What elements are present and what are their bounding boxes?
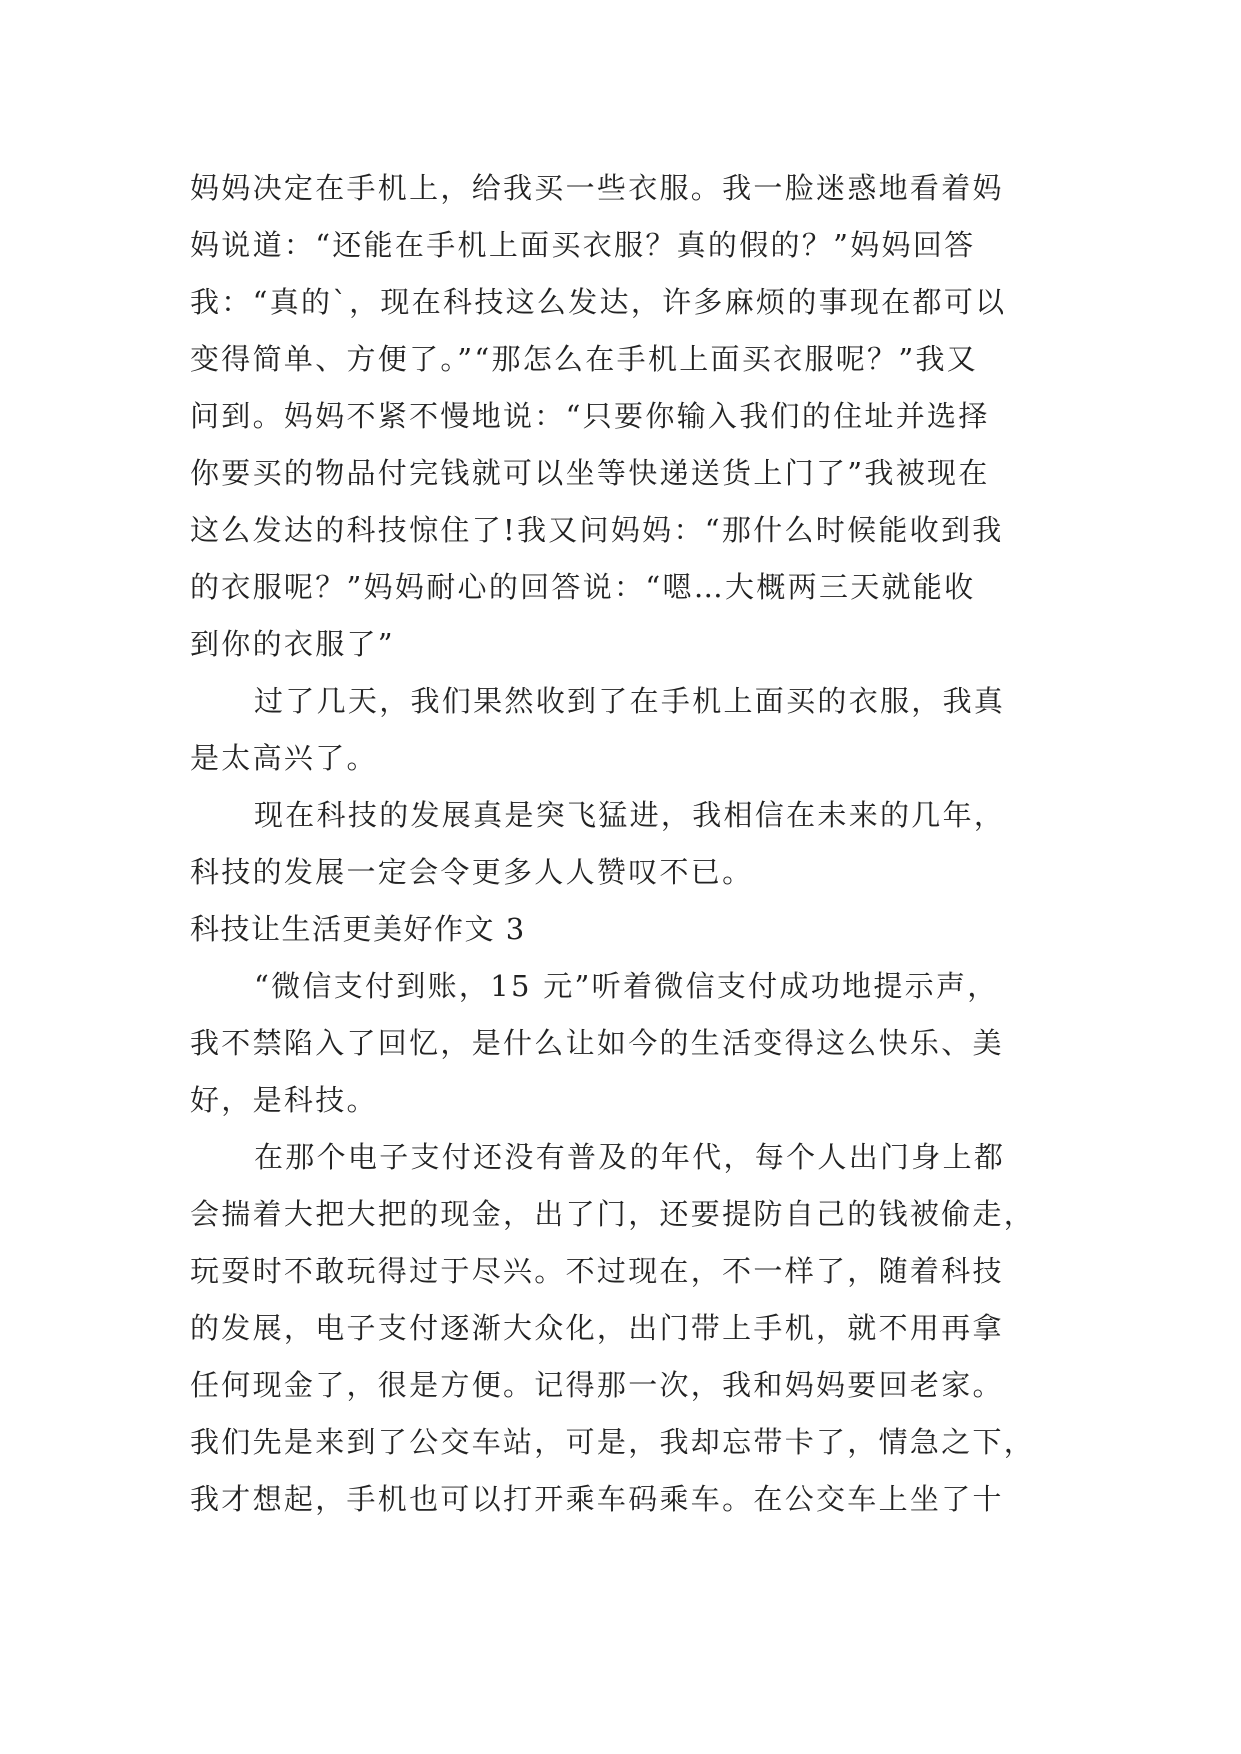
- text-line: 我们先是来到了公交车站，可是，我却忘带卡了，情急之下，: [190, 1425, 1036, 1459]
- text-line: 我：“真的`，现在科技这么发达，许多麻烦的事现在都可以: [190, 285, 1007, 319]
- text-line: 到你的衣服了”: [190, 627, 395, 661]
- text-line: 妈说道：“还能在手机上面买衣服？真的假的？”妈妈回答: [190, 228, 976, 262]
- text-line: “微信支付到账，15 元”听着微信支付成功地提示声，: [254, 969, 999, 1003]
- text-line: 我不禁陷入了回忆，是什么让如今的生活变得这么快乐、美: [190, 1026, 1004, 1060]
- text-line: 的发展，电子支付逐渐大众化，出门带上手机，就不用再拿: [190, 1311, 1004, 1345]
- text-line: 科技的发展一定会令更多人人赞叹不已。: [190, 855, 754, 889]
- text-line: 你要买的物品付完钱就可以坐等快递送货上门了”我被现在: [190, 456, 990, 490]
- text-line: 这么发达的科技惊住了!我又问妈妈：“那什么时候能收到我: [190, 513, 1004, 547]
- text-line: 任何现金了，很是方便。记得那一次，我和妈妈要回老家。: [190, 1368, 1004, 1402]
- section-heading: 科技让生活更美好作文 3: [190, 912, 526, 946]
- text-line: 妈妈决定在手机上，给我买一些衣服。我一脸迷惑地看着妈: [190, 171, 1004, 205]
- text-line: 的衣服呢？”妈妈耐心的回答说：“嗯…大概两三天就能收: [190, 570, 976, 604]
- text-line: 变得简单、方便了。”“那怎么在手机上面买衣服呢？”我又: [190, 342, 979, 376]
- text-line: 好，是科技。: [190, 1083, 378, 1117]
- text-line: 是太高兴了。: [190, 741, 378, 775]
- text-line: 玩耍时不敢玩得过于尽兴。不过现在，不一样了，随着科技: [190, 1254, 1004, 1288]
- text-line: 我才想起，手机也可以打开乘车码乘车。在公交车上坐了十: [190, 1482, 1004, 1516]
- document-body: [190, 160, 1062, 1528]
- text-line: 现在科技的发展真是突飞猛进，我相信在未来的几年，: [254, 798, 1006, 832]
- text-line: 问到。妈妈不紧不慢地说：“只要你输入我们的住址并选择: [190, 399, 990, 433]
- text-line: 在那个电子支付还没有普及的年代，每个人出门身上都: [254, 1140, 1006, 1174]
- text-line: 会揣着大把大把的现金，出了门，还要提防自己的钱被偷走，: [190, 1197, 1036, 1231]
- text-line: 过了几天，我们果然收到了在手机上面买的衣服，我真: [254, 684, 1006, 718]
